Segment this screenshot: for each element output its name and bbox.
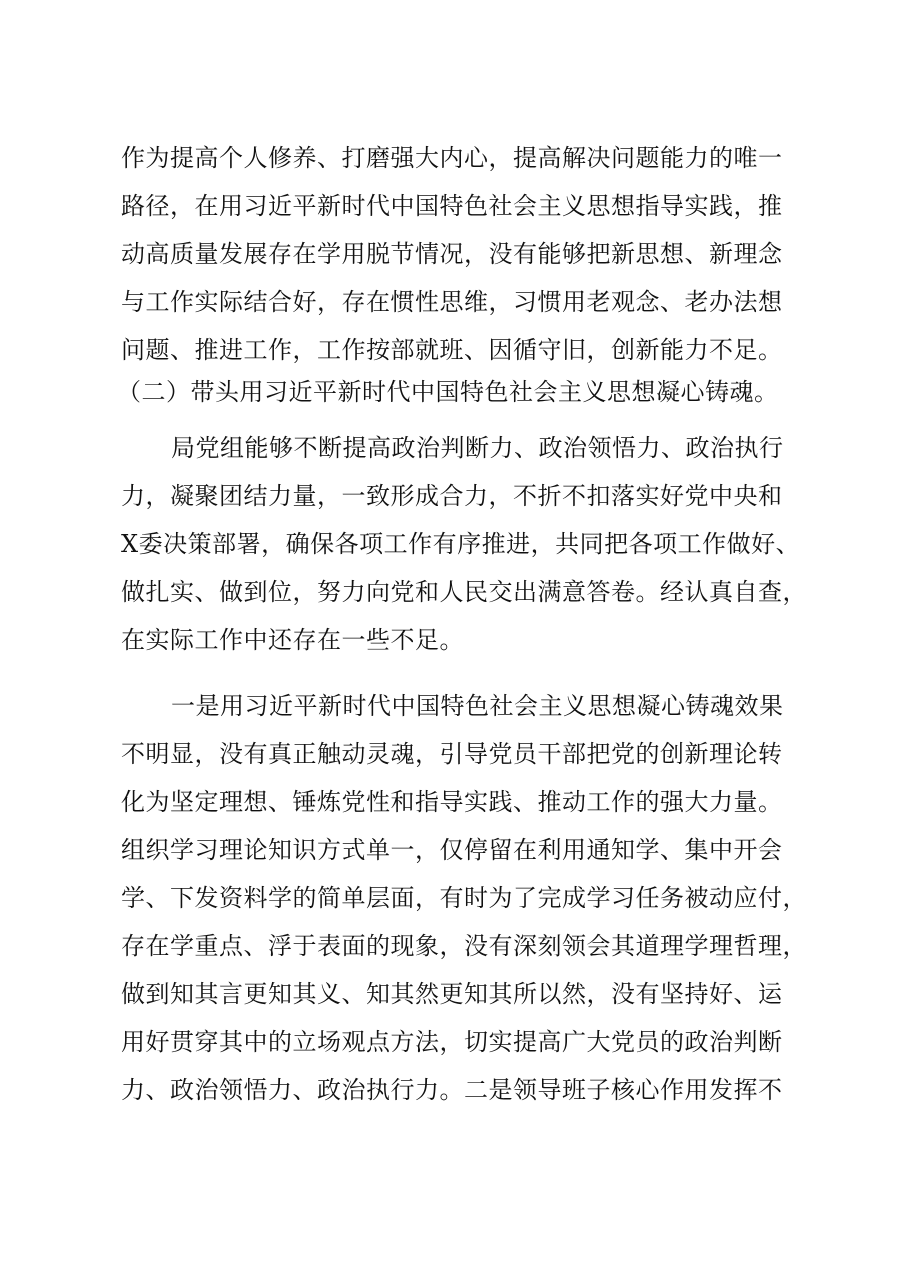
paragraph-3-line: 存在学重点、浮于表面的现象，没有深刻领会其道理学理哲理， <box>121 932 807 960</box>
paragraph-2-line: X委决策部署，确保各项工作有序推进，共同把各项工作做好、 <box>121 530 801 558</box>
paragraph-3-line: 化为坚定理想、锤炼党性和指导实践、推动工作的强大力量。 <box>121 788 783 816</box>
paragraph-1-line: 作为提高个人修养、打磨强大内心，提高解决问题能力的唯一 <box>121 144 783 172</box>
section-heading: （二）带头用习近平新时代中国特色社会主义思想凝心铸魂。 <box>117 378 779 406</box>
paragraph-1-line: 路径，在用习近平新时代中国特色社会主义思想指导实践，推 <box>121 192 783 220</box>
paragraph-3-line: 一是用习近平新时代中国特色社会主义思想凝心铸魂效果 <box>171 692 784 720</box>
paragraph-2-line: 力，凝聚团结力量，一致形成合力，不折不扣落实好党中央和 <box>121 482 783 510</box>
paragraph-2-line: 在实际工作中还存在一些不足。 <box>121 626 464 654</box>
paragraph-3-line: 组织学习理论知识方式单一，仅停留在利用通知学、集中开会 <box>121 836 783 864</box>
paragraph-1-line: 问题、推进工作，工作按部就班、因循守旧，创新能力不足。 <box>121 336 783 364</box>
paragraph-1-line: 与工作实际结合好，存在惯性思维，习惯用老观念、老办法想 <box>121 288 783 316</box>
paragraph-2-line: 做扎实、做到位，努力向党和人民交出满意答卷。经认真自查， <box>121 578 807 606</box>
paragraph-3-line: 用好贯穿其中的立场观点方法，切实提高广大党员的政治判断 <box>121 1028 783 1056</box>
paragraph-3-line: 做到知其言更知其义、知其然更知其所以然，没有坚持好、运 <box>121 980 783 1008</box>
paragraph-3-line: 学、下发资料学的简单层面，有时为了完成学习任务被动应付， <box>121 884 807 912</box>
paragraph-3-line: 力、政治领悟力、政治执行力。二是领导班子核心作用发挥不 <box>121 1076 783 1104</box>
paragraph-2-line: 局党组能够不断提高政治判断力、政治领悟力、政治执行 <box>171 434 784 462</box>
paragraph-1-line: 动高质量发展存在学用脱节情况，没有能够把新思想、新理念 <box>121 240 783 268</box>
paragraph-3-line: 不明显，没有真正触动灵魂，引导党员干部把党的创新理论转 <box>121 740 783 768</box>
